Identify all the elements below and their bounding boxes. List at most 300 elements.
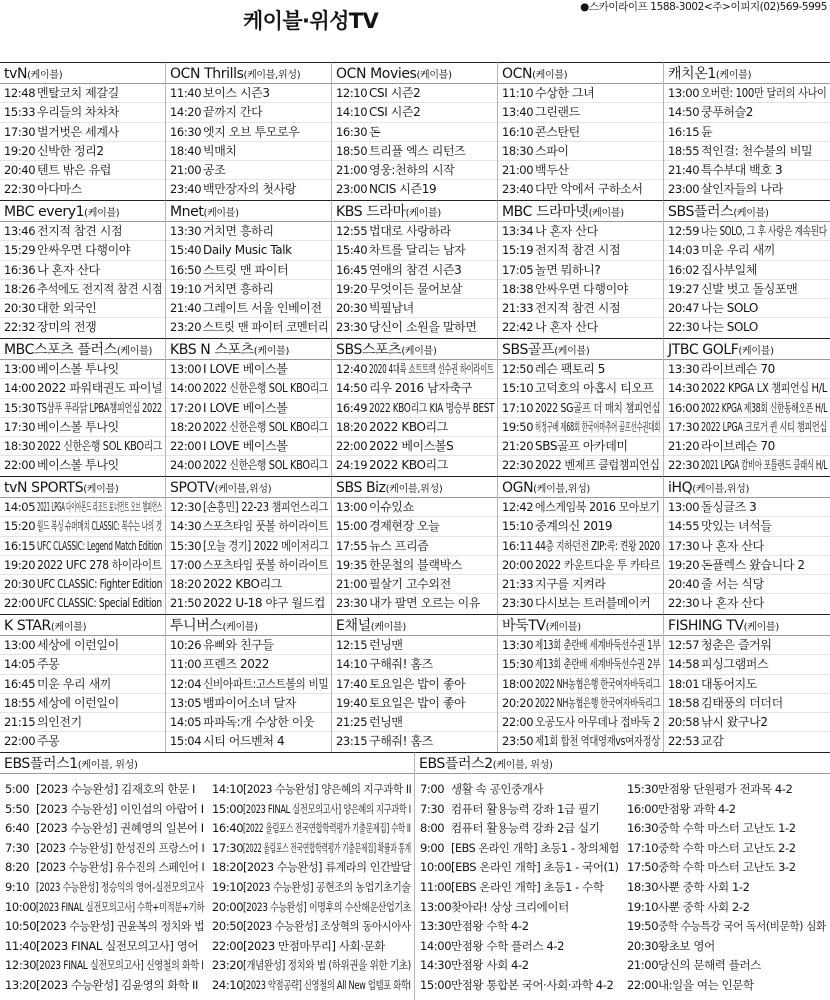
program-time: 22:30	[4, 182, 36, 197]
program-title: 나는 SOLO, 그 후 사랑은 계속된다	[701, 224, 827, 238]
program-title: 거치면 흥하리	[203, 281, 274, 296]
channel-block	[166, 62, 332, 200]
program-title: 중학 수학 마스터 고난도 3-2	[658, 860, 796, 875]
program-title: [2022 올림포스 전국연합학력평가 기출문제집] 확률과 통계	[243, 840, 411, 855]
program-time: 21:50	[170, 596, 202, 611]
program-title: 빅필남녀	[369, 301, 414, 315]
program-row	[664, 694, 830, 713]
channel-type: (케이블)	[84, 208, 120, 219]
channel-block	[498, 200, 664, 338]
program-time: 13:46	[4, 224, 36, 238]
program-time: 19:20	[4, 143, 36, 158]
program-time: 22:00	[4, 458, 36, 473]
channel-name: OCN	[502, 66, 533, 82]
program-row	[664, 299, 830, 318]
program-row	[166, 222, 331, 241]
program-time: 21:20	[502, 439, 534, 453]
channel-name: MBC스포츠 플러스	[4, 342, 117, 358]
channel-block	[166, 614, 332, 752]
program-time: 23:00	[336, 182, 368, 197]
program-time: 19:10	[170, 281, 202, 296]
program-row	[664, 123, 830, 142]
program-time: 14:10	[336, 657, 368, 672]
program-time: 16:00	[668, 400, 700, 415]
program-row	[166, 379, 331, 398]
program-row	[415, 898, 622, 918]
channel-type: (케이블)	[253, 346, 290, 357]
program-time: 14:10	[212, 782, 244, 796]
program-title: 스트릿 맨 파이터	[203, 262, 289, 277]
program-title: 연애의 참견 시즌3	[369, 262, 462, 277]
program-title: 2022 NH농협은행 한국여자바둑리그	[535, 695, 661, 710]
program-time: 22:30	[668, 596, 700, 611]
program-row	[498, 498, 663, 517]
program-row	[664, 636, 830, 655]
program-row	[498, 241, 663, 260]
program-time: 17:10	[502, 400, 534, 415]
program-title: 중계의신 2019	[535, 519, 613, 534]
channel-block	[332, 338, 498, 476]
program-title: 내:일을 여는 인문학	[658, 977, 754, 992]
program-time: 24:00	[170, 458, 202, 473]
program-row	[498, 103, 663, 122]
program-row	[166, 418, 331, 437]
channel-header	[332, 201, 497, 222]
program-row	[415, 878, 622, 898]
channel-type: (케이블)	[370, 622, 406, 633]
program-time: 15:30	[502, 657, 534, 672]
program-row	[207, 819, 414, 839]
program-title: 법대로 사랑하라	[369, 224, 451, 238]
program-time: 14:05	[4, 657, 36, 672]
program-title: 보이스 시즌3	[203, 86, 270, 100]
program-row	[664, 161, 830, 180]
program-time: 20:30	[4, 301, 36, 315]
program-title: [EBS 온라인 개학] 초등1 - 창의체험	[451, 840, 619, 855]
program-title: UFC CLASSIC: Legend Match Edition	[37, 538, 163, 553]
program-time: 16:49	[336, 400, 368, 415]
program-title: 주몽	[37, 657, 60, 672]
program-row	[664, 103, 830, 122]
program-title: 프렌즈 2022	[203, 657, 269, 672]
program-row	[0, 858, 207, 878]
program-row	[664, 537, 830, 556]
channel-block	[664, 338, 830, 476]
program-row	[664, 675, 830, 694]
channel-type: (케이블)	[715, 70, 752, 81]
program-title: I LOVE 베이스볼	[203, 362, 288, 376]
program-row	[498, 299, 663, 318]
program-row	[332, 675, 497, 694]
program-row	[166, 517, 331, 536]
program-title: 2022 파워태권도 파이널	[37, 381, 163, 396]
program-time: 22:30	[502, 458, 534, 473]
program-row	[0, 299, 165, 318]
program-title: [2023 FINAL 실전모의고사] 수학+미적분+기하	[36, 899, 205, 914]
program-row	[498, 437, 663, 456]
channel-name: SPOTV	[170, 480, 215, 496]
program-title: 당신의 문해력 플러스	[658, 958, 761, 973]
program-time: 18:55	[668, 143, 700, 158]
program-time: 16:02	[668, 262, 700, 277]
channel-header	[166, 339, 331, 360]
program-title: 대한 외국인	[37, 301, 97, 315]
schedule-columns	[415, 774, 830, 996]
program-time: 23:30	[336, 596, 368, 611]
channel-block	[332, 62, 498, 200]
program-title: 다시보는 트러블메이커	[535, 596, 651, 611]
program-row	[166, 594, 331, 613]
program-time: 15:19	[502, 243, 534, 258]
program-time: 16:45	[4, 676, 36, 691]
program-title: 2022 벤제프 클럽챔피언십	[535, 458, 660, 473]
program-row	[166, 537, 331, 556]
program-row	[166, 713, 331, 732]
program-title: 추석에도 전지적 참견 시점	[37, 281, 163, 296]
program-time: 19:27	[668, 281, 700, 296]
channel-block	[498, 62, 664, 200]
channel-block	[0, 752, 415, 1000]
program-time: 22:00	[502, 715, 534, 729]
program-title: 백두산	[535, 163, 569, 177]
program-time: 22:53	[668, 734, 700, 749]
program-row	[498, 537, 663, 556]
program-time: 5:00	[5, 782, 30, 796]
program-row	[664, 318, 830, 337]
program-time: 12:55	[336, 224, 368, 238]
program-row	[664, 732, 830, 751]
program-row	[166, 280, 331, 299]
program-time: 15:30	[170, 538, 202, 553]
program-title: 미운 우리 새끼	[37, 676, 111, 691]
program-row	[0, 713, 165, 732]
program-title: 베이스볼 투나잇	[37, 458, 119, 473]
program-title: 교감	[701, 734, 724, 749]
program-time: 16:15	[668, 124, 700, 139]
program-time: 20:40	[668, 577, 700, 591]
program-title: [2023 약점공략] 신영철의 All New 업템포 화학I	[243, 977, 411, 992]
channel-name: E채널	[336, 618, 371, 634]
program-title: 스트릿 맨 파이터 코멘터리	[203, 320, 329, 335]
program-row	[498, 675, 663, 694]
program-time: 13:05	[170, 695, 202, 710]
program-title: 나 혼자 산다	[37, 262, 100, 277]
program-title: 내가 팔면 오르는 이유	[369, 596, 480, 611]
channel-header	[498, 615, 663, 636]
program-time: 10:00	[5, 899, 37, 914]
channel-name: SBS Biz	[336, 480, 386, 496]
program-title: 파파독:개 수상한 이웃	[203, 715, 315, 729]
program-time: 22:00	[627, 977, 659, 992]
program-row	[664, 241, 830, 260]
program-row	[498, 575, 663, 594]
program-row	[332, 517, 497, 536]
program-time: 19:20	[668, 557, 700, 572]
program-title: 2022 KBO리그	[203, 577, 282, 591]
program-title: 스포츠타임 풋볼 하이라이트	[203, 519, 329, 534]
schedule-columns	[0, 774, 414, 996]
program-row	[332, 142, 497, 161]
program-title: 구해줘! 홈즈	[369, 657, 433, 672]
program-time: 21:00	[170, 163, 202, 177]
schedule-column	[415, 780, 622, 996]
program-row	[332, 261, 497, 280]
program-time: 13:34	[502, 224, 534, 238]
program-row	[332, 694, 497, 713]
program-row	[0, 937, 207, 957]
program-title: 고덕호의 아홉시 티오프	[535, 381, 654, 396]
program-row	[207, 858, 414, 878]
program-row	[664, 180, 830, 199]
program-row	[415, 839, 622, 859]
channel-block	[498, 476, 664, 614]
channel-name: tvN	[4, 66, 28, 82]
program-row	[0, 161, 165, 180]
program-time: 10:26	[170, 638, 202, 652]
program-time: 18:20	[170, 419, 202, 434]
program-row	[166, 575, 331, 594]
program-row	[166, 360, 331, 379]
program-time: 13:00	[420, 899, 452, 914]
program-time: 20:50	[212, 919, 244, 934]
program-row	[0, 399, 165, 418]
program-time: 14:30	[420, 958, 452, 973]
program-row	[664, 713, 830, 732]
program-row	[332, 498, 497, 517]
channel-block	[166, 200, 332, 338]
program-row	[0, 261, 165, 280]
program-time: 11:40	[170, 86, 202, 100]
program-title: 이슈있쇼	[369, 500, 414, 514]
program-title: 그레이트 서울 인베이전	[203, 301, 322, 315]
program-time: 19:35	[336, 557, 368, 572]
program-title: 2022 카운트다운 투 카타르	[535, 557, 660, 572]
program-row	[166, 123, 331, 142]
program-row	[664, 379, 830, 398]
program-time: 21:33	[502, 301, 534, 315]
program-time: 12:50	[502, 362, 534, 376]
channel-name: 투니버스	[170, 618, 223, 634]
program-row	[0, 636, 165, 655]
program-time: 13:00	[668, 86, 700, 100]
program-title: 리우 2016 남자축구	[369, 381, 472, 396]
program-title: 유삐와 친구들	[203, 638, 274, 652]
channel-header	[498, 339, 663, 360]
program-title: 2022 신한은행 SOL KBO리그	[37, 439, 163, 453]
program-row	[166, 636, 331, 655]
program-time: 15:10	[502, 381, 534, 396]
program-time: 21:00	[627, 958, 659, 973]
program-title: UFC CLASSIC: Fighter Edition	[37, 577, 163, 591]
program-title: 런닝맨	[369, 638, 403, 652]
program-title: 뱀파이어소녀 달자	[203, 695, 296, 710]
program-title: 2022 UFC 278 하이라이트	[37, 557, 162, 572]
program-row	[664, 456, 830, 475]
program-row	[332, 123, 497, 142]
program-row	[498, 556, 663, 575]
program-row	[622, 839, 829, 859]
program-row	[332, 84, 497, 103]
program-title: 제1회 합천 역대영재vs여자정상	[535, 734, 660, 749]
program-row	[498, 456, 663, 475]
channel-name: SBS골프	[502, 342, 555, 358]
program-row	[166, 732, 331, 751]
program-time: 15:40	[336, 243, 368, 258]
program-time: 17:40	[336, 676, 368, 691]
program-time: 12:40	[336, 362, 368, 376]
program-row	[415, 858, 622, 878]
program-title: 필살기 고수외전	[369, 577, 451, 591]
program-time: 16:36	[4, 262, 36, 277]
program-time: 19:10	[627, 899, 659, 914]
program-title: 오버런: 100만 달러의 사나이	[701, 86, 827, 100]
program-time: 19:50	[502, 419, 534, 434]
program-title: 제13회 춘란배 세계바둑선수권 2부	[535, 657, 661, 672]
channel-grid	[0, 62, 830, 752]
schedule-column	[207, 780, 414, 996]
program-title: [2022 올림포스 전국연합학력평가 기출문제집] 수학 II	[243, 821, 411, 836]
channel-header	[0, 615, 165, 636]
program-title: 나 혼자 산다	[701, 596, 764, 611]
program-time: 19:50	[627, 919, 659, 934]
program-title: 44층 지하던전 ZIP:콕: 켠왕 2020	[535, 538, 660, 553]
channel-block	[0, 338, 166, 476]
program-row	[498, 318, 663, 337]
program-title: [2023 FINAL 실전모의고사] 양은혜의 지구과학 I	[243, 801, 411, 816]
program-row	[498, 655, 663, 674]
program-row	[0, 878, 207, 898]
program-title: 2022 KBO리그	[369, 458, 448, 473]
channel-header	[332, 615, 497, 636]
program-title: [2023 수능완성] 유수진의 스페인어 I	[36, 860, 205, 875]
program-title: 2021 LPGA 캄비아 포틀랜드 클래식 H/L	[701, 458, 828, 473]
program-row	[166, 655, 331, 674]
program-time: 23:15	[336, 734, 368, 749]
program-row	[622, 976, 829, 996]
program-title: 아다마스	[37, 182, 82, 197]
program-row	[166, 498, 331, 517]
program-title: 신발 벗고 돌싱포맨	[701, 281, 798, 296]
program-time: 10:50	[5, 919, 37, 934]
channel-header	[0, 201, 165, 222]
program-title: 돌싱글즈 3	[701, 500, 757, 514]
program-time: 14:10	[336, 105, 368, 120]
program-time: 13:30	[170, 224, 202, 238]
channel-header	[415, 753, 830, 774]
program-row	[0, 655, 165, 674]
program-title: 2022 KBO리그 KIA 명승부 BEST	[369, 400, 495, 415]
channel-type: (케이블)	[743, 622, 779, 633]
program-title: 2022 KPGA LX 챔피언십 H/L	[701, 381, 828, 396]
program-row	[415, 937, 622, 957]
program-row	[664, 575, 830, 594]
program-row	[498, 123, 663, 142]
program-row	[332, 379, 497, 398]
channel-type: (케이블)	[27, 70, 63, 81]
program-time: 22:42	[502, 320, 534, 335]
program-title: 중학 수능특강 국어 독서(비문학) 심화	[658, 919, 826, 934]
program-time: 18:55	[4, 695, 36, 710]
program-title: 라이브레슨 70	[701, 439, 775, 453]
program-title: 우리들의 차차차	[37, 105, 119, 120]
program-time: 15:00	[420, 977, 452, 992]
program-row	[498, 161, 663, 180]
program-time: 18:50	[336, 143, 368, 158]
program-time: 15:04	[170, 734, 202, 749]
program-title: 그린랜드	[535, 105, 580, 120]
program-row	[0, 976, 207, 996]
program-time: 13:00	[4, 362, 36, 376]
program-title: [2023 만점마무리] 사회·문화	[243, 938, 385, 953]
program-row	[664, 399, 830, 418]
program-time: 13:00	[336, 500, 368, 514]
program-row	[0, 379, 165, 398]
program-row	[332, 537, 497, 556]
program-row	[415, 819, 622, 839]
program-title: [2023 수능완성] 김재호의 한문 I	[36, 782, 195, 796]
program-title: 찾아라! 상상 크리에이터	[451, 899, 569, 914]
program-row	[498, 142, 663, 161]
program-time: 22:00	[336, 439, 368, 453]
program-title: 베이스볼 투나잇	[37, 419, 119, 434]
program-time: 11:00	[420, 879, 452, 894]
program-time: 17:00	[170, 557, 202, 572]
program-time: 16:50	[170, 262, 202, 277]
program-time: 21:00	[502, 163, 534, 177]
channel-header	[166, 477, 331, 498]
channel-header	[332, 63, 497, 84]
program-time: 15:20	[4, 519, 36, 534]
program-title: 세상에 이런일이	[37, 638, 119, 652]
channel-type: (케이블)	[416, 70, 452, 81]
program-time: 14:30	[668, 381, 700, 396]
program-time: 24:10	[212, 977, 244, 992]
program-time: 14:05	[4, 500, 36, 514]
program-row	[166, 675, 331, 694]
program-title: [EBS 온라인 개학] 초등1 - 국어(1)	[451, 860, 619, 875]
channel-block	[332, 476, 498, 614]
channel-type: (케이블)	[203, 208, 239, 219]
program-title: 2021 LPGA 다이아몬드 리조트 토너먼트 오브 챔피언스	[37, 500, 162, 514]
program-time: 18:40	[170, 143, 202, 158]
program-time: 13:30	[502, 638, 534, 652]
program-time: 14:50	[336, 381, 368, 396]
channel-header	[166, 201, 331, 222]
program-title: 레슨 팩토리 5	[535, 362, 606, 376]
program-title: 백만장자의 첫사랑	[203, 182, 296, 197]
program-title: 김태풍의 더더더	[701, 695, 783, 710]
channel-block	[0, 200, 166, 338]
program-time: 13:20	[5, 977, 37, 992]
program-title: 피싱그램퍼스	[701, 657, 769, 672]
program-title: 공조	[203, 163, 226, 177]
channel-name: Mnet	[170, 204, 204, 220]
program-title: 2022 신한은행 SOL KBO리그	[203, 381, 329, 396]
program-title: 주몽	[37, 734, 60, 749]
program-row	[0, 917, 207, 937]
program-title: CSI 시즌2	[369, 86, 421, 100]
program-time: 9:10	[5, 879, 30, 894]
program-title: 한문철의 블랙박스	[369, 557, 462, 572]
channel-name: OGN	[502, 480, 534, 496]
program-row	[498, 517, 663, 536]
program-time: 22:00	[212, 938, 244, 953]
program-time: 23:20	[212, 958, 244, 973]
program-time: 14:20	[170, 105, 202, 120]
program-row	[622, 800, 829, 820]
program-title: 벌거벗은 세계사	[37, 124, 119, 139]
program-row	[0, 780, 207, 800]
